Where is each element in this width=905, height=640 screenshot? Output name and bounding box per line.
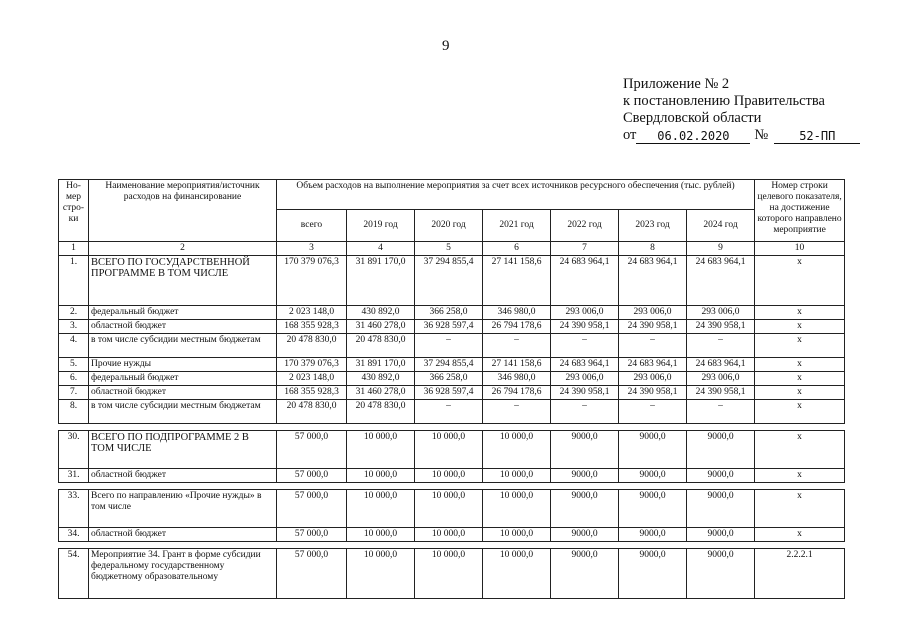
row-value-y2020: 10 000,0 <box>415 490 483 528</box>
row-value-y2022: 9000,0 <box>551 549 619 599</box>
column-number: 2 <box>89 242 277 256</box>
row-value-y2019: 20 478 830,0 <box>347 400 415 424</box>
row-name: Мероприятие 34. Грант в форме субсидии федеральному государственному бюджетному образовательному <box>89 549 277 599</box>
row-value-y2020: 36 928 597,4 <box>415 386 483 400</box>
row-value-y2024: 9000,0 <box>687 549 755 599</box>
row-value-y2024: 293 006,0 <box>687 306 755 320</box>
row-gap-cell <box>59 483 845 490</box>
row-value-y2020: 366 258,0 <box>415 372 483 386</box>
row-number: 4. <box>59 334 89 358</box>
header-2024: 2024 год <box>687 210 755 242</box>
table-row <box>59 400 845 424</box>
row-value-y2024: 293 006,0 <box>687 372 755 386</box>
row-target: x <box>755 431 845 469</box>
row-value-total: 57 000,0 <box>277 469 347 483</box>
appendix-block <box>623 76 860 144</box>
row-value-y2022: 24 683 964,1 <box>551 358 619 372</box>
row-value-y2024: 9000,0 <box>687 528 755 542</box>
date-prefix: от <box>623 127 637 143</box>
row-value-y2020: 10 000,0 <box>415 431 483 469</box>
row-name: федеральный бюджет <box>89 306 277 320</box>
table-row <box>59 372 845 386</box>
row-value-y2023: – <box>619 334 687 358</box>
row-name: в том числе субсидии местным бюджетам <box>89 400 277 424</box>
row-value-y2019: 430 892,0 <box>347 372 415 386</box>
row-value-y2022: 24 390 958,1 <box>551 386 619 400</box>
row-name: федеральный бюджет <box>89 372 277 386</box>
page-number: 9 <box>442 38 450 54</box>
table-row <box>59 431 845 469</box>
column-number: 1 <box>59 242 89 256</box>
row-value-y2023: 24 390 958,1 <box>619 386 687 400</box>
row-value-y2019: 31 891 170,0 <box>347 358 415 372</box>
row-value-y2021: 10 000,0 <box>483 528 551 542</box>
row-value-total: 168 355 928,3 <box>277 386 347 400</box>
row-number: 54. <box>59 549 89 599</box>
row-value-y2022: 24 390 958,1 <box>551 320 619 334</box>
row-value-y2022: 9000,0 <box>551 469 619 483</box>
decree-number: 52-ПП <box>774 129 860 144</box>
row-value-y2020: – <box>415 334 483 358</box>
header-target: Номер строки целевого показателя, на достижение которого направлено мероприятие <box>755 180 845 242</box>
table-row <box>59 306 845 320</box>
row-name: ВСЕГО ПО ГОСУДАРСТВЕННОЙ ПРОГРАММЕ В ТОМ ЧИСЛЕ <box>89 256 277 306</box>
row-number: 34. <box>59 528 89 542</box>
row-value-y2019: 31 460 278,0 <box>347 320 415 334</box>
row-value-total: 20 478 830,0 <box>277 400 347 424</box>
row-value-y2019: 31 460 278,0 <box>347 386 415 400</box>
row-value-y2022: 9000,0 <box>551 490 619 528</box>
row-value-y2021: 27 141 158,6 <box>483 256 551 306</box>
row-value-total: 2 023 148,0 <box>277 306 347 320</box>
table-row <box>59 386 845 400</box>
header-total: всего <box>277 210 347 242</box>
row-value-y2023: 24 683 964,1 <box>619 256 687 306</box>
row-name: областной бюджет <box>89 386 277 400</box>
header-2021: 2021 год <box>483 210 551 242</box>
row-number: 3. <box>59 320 89 334</box>
row-value-y2020: 10 000,0 <box>415 549 483 599</box>
table-row <box>59 528 845 542</box>
decree-date: 06.02.2020 <box>636 129 750 144</box>
row-value-y2021: 10 000,0 <box>483 431 551 469</box>
row-target: x <box>755 372 845 386</box>
table-row <box>59 549 845 599</box>
row-target: x <box>755 400 845 424</box>
table-row <box>59 334 845 358</box>
table-row <box>59 490 845 528</box>
row-value-total: 2 023 148,0 <box>277 372 347 386</box>
row-value-y2024: 9000,0 <box>687 469 755 483</box>
row-value-y2021: 10 000,0 <box>483 549 551 599</box>
row-value-total: 170 379 076,3 <box>277 358 347 372</box>
appendix-line-3: Свердловской области <box>623 110 762 126</box>
column-number: 10 <box>755 242 845 256</box>
header-2022: 2022 год <box>551 210 619 242</box>
row-value-y2022: 9000,0 <box>551 431 619 469</box>
row-value-y2019: 10 000,0 <box>347 469 415 483</box>
row-name: областной бюджет <box>89 469 277 483</box>
column-numbers-row <box>59 242 845 256</box>
header-name: Наименование мероприятия/источник расходов на финансирование <box>89 180 277 242</box>
row-value-y2024: 9000,0 <box>687 490 755 528</box>
row-value-y2021: – <box>483 334 551 358</box>
row-value-y2021: 346 980,0 <box>483 372 551 386</box>
row-gap <box>59 424 845 431</box>
column-number: 6 <box>483 242 551 256</box>
row-value-y2021: – <box>483 400 551 424</box>
column-number: 4 <box>347 242 415 256</box>
row-number: 30. <box>59 431 89 469</box>
row-value-y2020: 366 258,0 <box>415 306 483 320</box>
row-value-y2024: – <box>687 400 755 424</box>
row-value-y2020: 37 294 855,4 <box>415 358 483 372</box>
header-2019: 2019 год <box>347 210 415 242</box>
row-value-y2024: 24 683 964,1 <box>687 358 755 372</box>
row-gap <box>59 483 845 490</box>
table-row <box>59 358 845 372</box>
row-value-y2022: – <box>551 334 619 358</box>
row-value-y2021: 26 794 178,6 <box>483 386 551 400</box>
row-value-y2019: 10 000,0 <box>347 490 415 528</box>
row-value-y2024: 9000,0 <box>687 431 755 469</box>
row-value-total: 57 000,0 <box>277 490 347 528</box>
row-value-y2019: 10 000,0 <box>347 528 415 542</box>
row-value-y2019: 20 478 830,0 <box>347 334 415 358</box>
header-2020: 2020 год <box>415 210 483 242</box>
row-value-y2023: 293 006,0 <box>619 372 687 386</box>
row-value-total: 57 000,0 <box>277 549 347 599</box>
row-value-y2020: 10 000,0 <box>415 469 483 483</box>
column-number: 7 <box>551 242 619 256</box>
row-value-y2020: 36 928 597,4 <box>415 320 483 334</box>
row-target: x <box>755 386 845 400</box>
row-value-y2023: 293 006,0 <box>619 306 687 320</box>
row-target: x <box>755 320 845 334</box>
column-number: 9 <box>687 242 755 256</box>
row-value-y2020: 37 294 855,4 <box>415 256 483 306</box>
row-value-y2024: – <box>687 334 755 358</box>
row-number: 1. <box>59 256 89 306</box>
row-number: 5. <box>59 358 89 372</box>
row-value-total: 20 478 830,0 <box>277 334 347 358</box>
row-value-total: 57 000,0 <box>277 431 347 469</box>
number-prefix: № <box>754 127 769 143</box>
row-target: x <box>755 528 845 542</box>
row-value-y2021: 10 000,0 <box>483 469 551 483</box>
row-value-y2023: – <box>619 400 687 424</box>
row-value-y2024: 24 390 958,1 <box>687 320 755 334</box>
budget-table <box>58 179 845 599</box>
row-value-y2022: 9000,0 <box>551 528 619 542</box>
header-row-no: Но-мер стро-ки <box>59 180 89 242</box>
row-number: 7. <box>59 386 89 400</box>
row-name: областной бюджет <box>89 528 277 542</box>
row-name: Прочие нужды <box>89 358 277 372</box>
row-number: 33. <box>59 490 89 528</box>
row-value-y2022: 293 006,0 <box>551 372 619 386</box>
row-gap <box>59 542 845 549</box>
row-number: 8. <box>59 400 89 424</box>
row-value-total: 170 379 076,3 <box>277 256 347 306</box>
row-value-y2022: 293 006,0 <box>551 306 619 320</box>
row-name: ВСЕГО ПО ПОДПРОГРАММЕ 2 В ТОМ ЧИСЛЕ <box>89 431 277 469</box>
appendix-title: Приложение № 2 <box>623 76 730 92</box>
row-target: x <box>755 306 845 320</box>
row-value-y2021: 10 000,0 <box>483 490 551 528</box>
row-value-y2019: 31 891 170,0 <box>347 256 415 306</box>
row-number: 31. <box>59 469 89 483</box>
row-value-y2023: 9000,0 <box>619 549 687 599</box>
row-value-y2023: 9000,0 <box>619 431 687 469</box>
row-value-y2019: 10 000,0 <box>347 549 415 599</box>
row-value-y2024: 24 683 964,1 <box>687 256 755 306</box>
row-target: x <box>755 358 845 372</box>
row-value-y2022: – <box>551 400 619 424</box>
header-row-1 <box>59 180 845 210</box>
row-gap-cell <box>59 542 845 549</box>
row-value-y2019: 10 000,0 <box>347 431 415 469</box>
row-value-y2023: 24 390 958,1 <box>619 320 687 334</box>
row-name: Всего по направлению «Прочие нужды» в том числе <box>89 490 277 528</box>
row-target: x <box>755 256 845 306</box>
row-name: в том числе субсидии местным бюджетам <box>89 334 277 358</box>
row-value-y2023: 9000,0 <box>619 469 687 483</box>
table-row <box>59 320 845 334</box>
row-value-total: 57 000,0 <box>277 528 347 542</box>
decree-date-number <box>623 127 860 144</box>
row-value-y2020: – <box>415 400 483 424</box>
column-number: 5 <box>415 242 483 256</box>
header-volume: Объем расходов на выполнение мероприятия за счет всех источников ресурсного обеспечения (тыс. рублей) <box>277 180 755 210</box>
row-target: x <box>755 334 845 358</box>
row-value-y2023: 9000,0 <box>619 490 687 528</box>
row-target: x <box>755 490 845 528</box>
row-value-y2023: 24 683 964,1 <box>619 358 687 372</box>
row-number: 2. <box>59 306 89 320</box>
row-value-total: 168 355 928,3 <box>277 320 347 334</box>
row-name: областной бюджет <box>89 320 277 334</box>
row-target: 2.2.2.1 <box>755 549 845 599</box>
table-row <box>59 469 845 483</box>
row-value-y2019: 430 892,0 <box>347 306 415 320</box>
column-number: 8 <box>619 242 687 256</box>
header-2023: 2023 год <box>619 210 687 242</box>
row-gap-cell <box>59 424 845 431</box>
column-number: 3 <box>277 242 347 256</box>
appendix-line-2: к постановлению Правительства <box>623 93 825 109</box>
row-value-y2021: 346 980,0 <box>483 306 551 320</box>
row-value-y2021: 27 141 158,6 <box>483 358 551 372</box>
row-number: 6. <box>59 372 89 386</box>
row-value-y2022: 24 683 964,1 <box>551 256 619 306</box>
row-value-y2024: 24 390 958,1 <box>687 386 755 400</box>
row-value-y2020: 10 000,0 <box>415 528 483 542</box>
row-value-y2021: 26 794 178,6 <box>483 320 551 334</box>
row-value-y2023: 9000,0 <box>619 528 687 542</box>
table-row <box>59 256 845 306</box>
row-target: x <box>755 469 845 483</box>
